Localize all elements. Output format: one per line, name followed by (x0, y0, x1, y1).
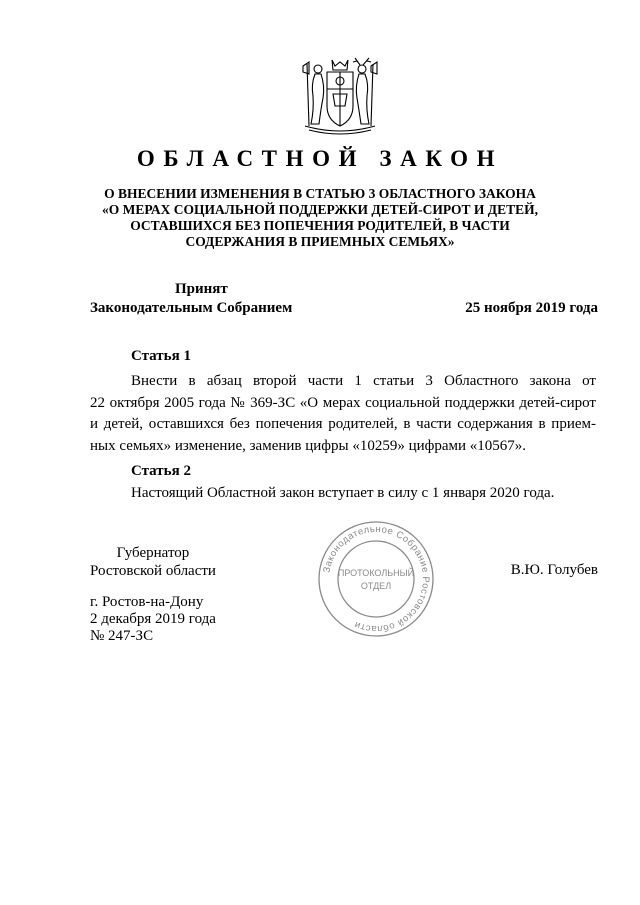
article-text-line: Настоящий Областной закон вступает в силу с 1 января 2020 года. (131, 485, 555, 501)
article-text-line: Внести в абзац второй части 1 статьи 3 Областного закона от (131, 373, 596, 389)
article-text-line: ных семьях» изменение, заменив цифры «10259» цифрами «10567». (90, 437, 527, 454)
law-number: № 247-ЗС (90, 628, 154, 644)
signing-date: 2 декабря 2019 года (90, 611, 216, 627)
stamp-inner-line: ОТДЕЛ (360, 581, 392, 591)
signing-place: г. Ростов-на-Дону (90, 594, 204, 610)
stamp-inner-line: ПРОТОКОЛЬНЫЙ (337, 568, 415, 578)
adoption-block (90, 280, 292, 318)
article-2-heading: Статья 2 (131, 463, 191, 479)
adoption-date: 25 ноября 2019 года (465, 300, 598, 316)
article-text-line: 22 октября 2005 года № 369-ЗС «О мерах социальной поддержки детей-сирот (90, 394, 596, 411)
governor-title (90, 544, 216, 580)
law-title (90, 186, 550, 250)
law-title-line: «О МЕРАХ СОЦИАЛЬНОЙ ПОДДЕРЖКИ ДЕТЕЙ-СИРОТ И ДЕТЕЙ, (102, 202, 538, 217)
law-title-line: О ВНЕСЕНИИ ИЗМЕНЕНИЯ В СТАТЬЮ 3 ОБЛАСТНОГО ЗАКОНА (104, 186, 536, 201)
governor-position-line: Губернатор (116, 545, 190, 561)
stamp-outer-text: Законодательное Собрание Ростовской области (321, 523, 432, 635)
adoption-body: Законодательным Собранием (90, 300, 293, 316)
official-stamp (316, 519, 436, 639)
governor-name: В.Ю. Голубев (510, 562, 598, 578)
law-title-line: ОСТАВШИХСЯ БЕЗ ПОПЕЧЕНИЯ РОДИТЕЛЕЙ, В ЧАСТИ (130, 218, 510, 233)
signing-details (90, 594, 216, 645)
governor-position-line: Ростовской области (90, 563, 216, 579)
law-title-line: СОДЕРЖАНИЯ В ПРИЕМНЫХ СЕМЬЯХ» (185, 234, 455, 249)
article-text-line: и детей, оставшихся без попечения родителей, в части содержания в прием- (90, 416, 596, 432)
rostov-region-coat-of-arms-icon (297, 56, 383, 136)
article-1-text (90, 371, 596, 457)
article-2-text (90, 483, 596, 505)
law-type-heading: ОБЛАСТНОЙ ЗАКОН (136, 146, 504, 171)
adoption-accepted: Принят (175, 281, 228, 297)
article-1-heading: Статья 1 (131, 348, 191, 364)
